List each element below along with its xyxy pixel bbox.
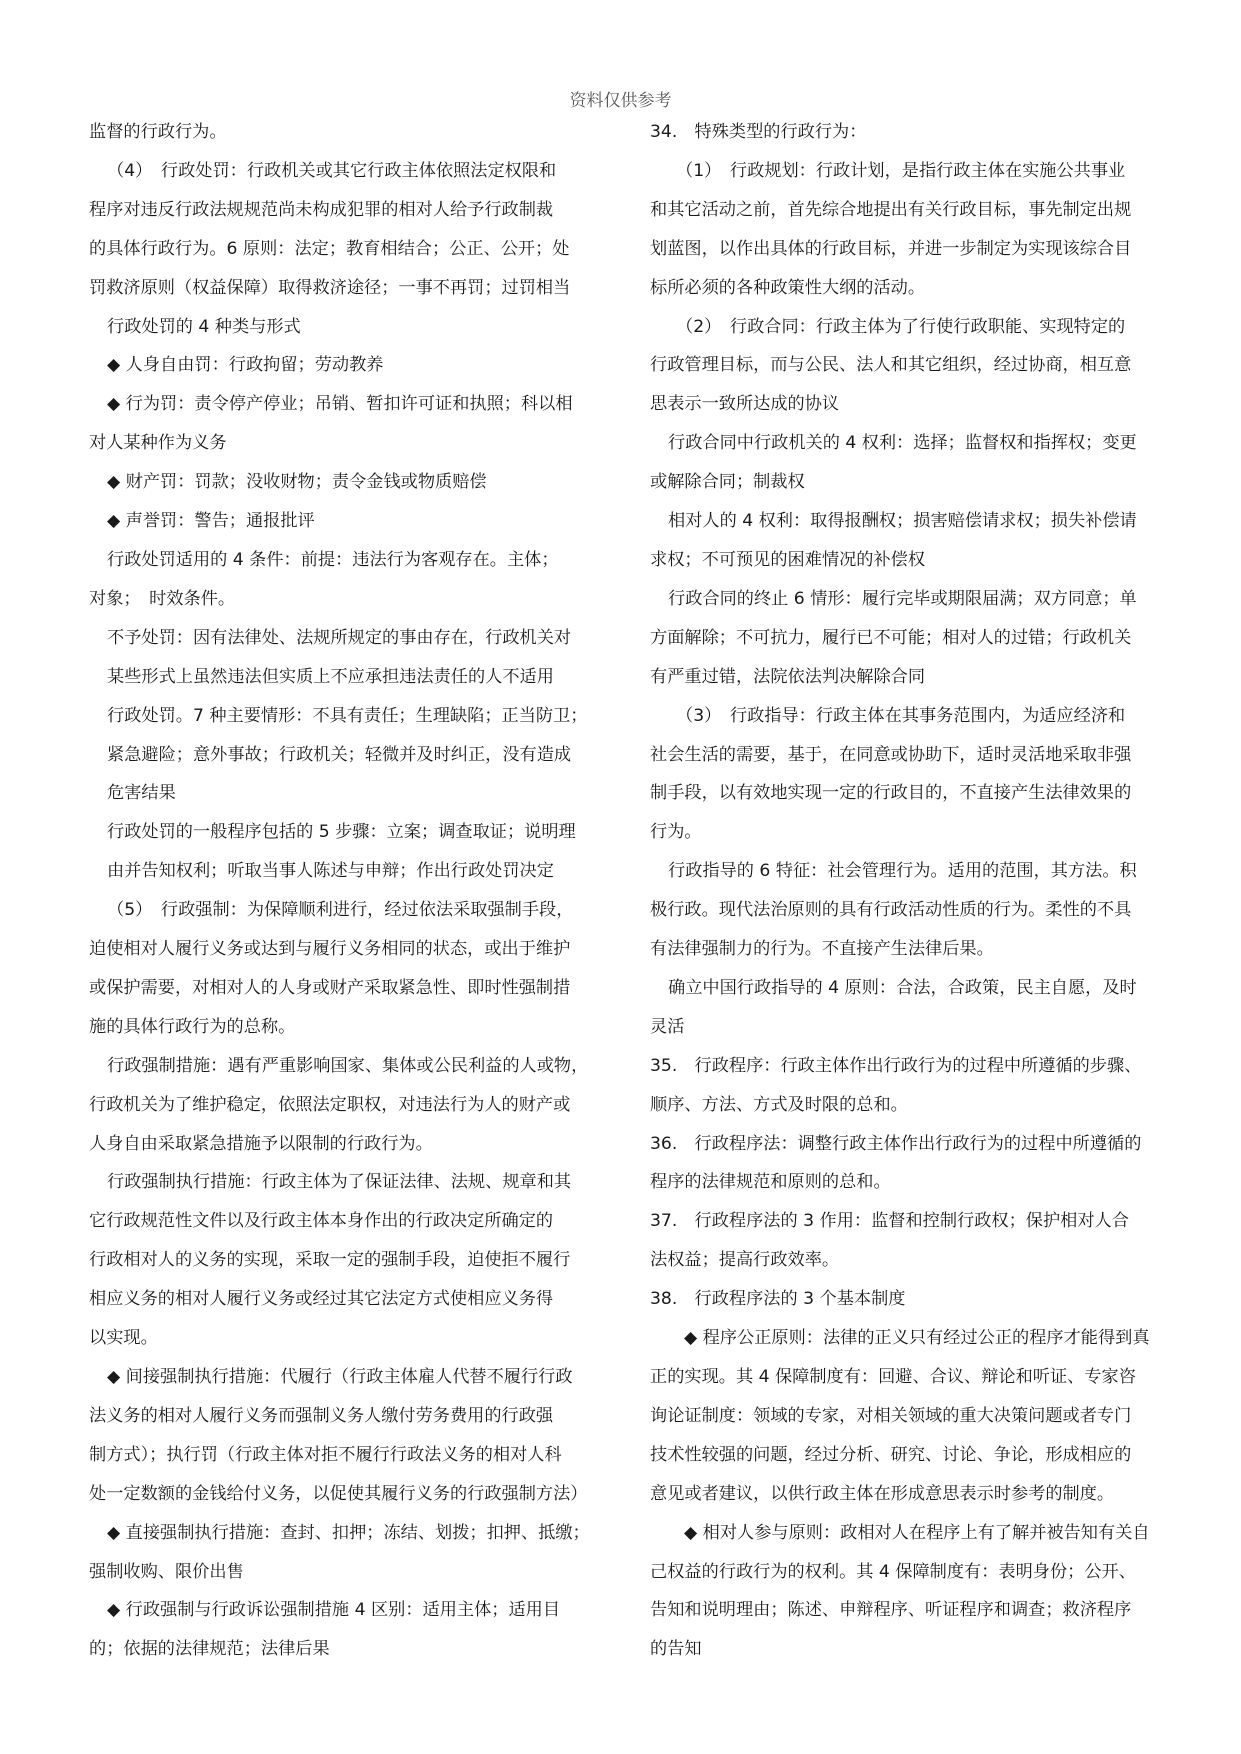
left-column <box>89 113 611 1669</box>
text-line: 技术性较强的问题，经过分析、研究、讨论、争论，形成相应的 <box>650 1444 1132 1465</box>
text-line: 思表示一致所达成的协议 <box>650 394 840 415</box>
text-line: 意见或者建议，以供行政主体在形成意思表示时参考的制度。 <box>650 1483 1115 1504</box>
text-line: 方面解除；不可抗力，履行已不可能；相对人的过错；行政机关 <box>650 627 1132 648</box>
text-line: 行政处罚。7 种主要情形：不具有责任；生理缺陷；正当防卫； <box>107 705 588 726</box>
text-line: 程序的法律规范和原则的总和。 <box>650 1172 891 1193</box>
text-line: 行政处罚适用的 4 条件：前提：违法行为客观存在。主体； <box>107 549 559 570</box>
text-line: 有严重过错，法院依法判决解除合同 <box>650 666 926 687</box>
text-line: 己权益的行政行为的权利。其 4 保障制度有：表明身份；公开、 <box>650 1561 1136 1582</box>
text-line: 罚救济原则（权益保障）取得救济途径；一事不再罚；过罚相当 <box>89 277 571 298</box>
text-line: 行为。 <box>650 822 702 843</box>
text-line: 相应义务的相对人履行义务或经过其它法定方式使相应义务得 <box>89 1289 554 1310</box>
text-line: 行政管理目标，而与公民、法人和其它组织，经过协商，相互意 <box>650 355 1132 376</box>
right-column <box>650 113 1180 1669</box>
text-line: 极行政。现代法治原则的具有行政活动性质的行为。柔性的不具 <box>650 900 1132 921</box>
text-line: ◆ 间接强制执行措施：代履行（行政主体雇人代替不履行行政 <box>107 1367 573 1387</box>
text-line: 危害结果 <box>107 783 176 804</box>
text-line: 的；依据的法律规范；法律后果 <box>89 1639 330 1660</box>
text-line: （3） 行政指导：行政主体在其事务范围内，为适应经济和 <box>676 705 1126 726</box>
text-line: 行政机关为了维护稳定，依照法定职权，对违法行为人的财产或 <box>89 1094 571 1115</box>
text-line: 对象； 时效条件。 <box>89 588 236 609</box>
text-line: 询论证制度：领域的专家，对相关领域的重大决策问题或者专门 <box>650 1405 1132 1426</box>
text-line: 行政处罚的 4 种类与形式 <box>107 316 301 337</box>
text-line: 34. 特殊类型的行政行为： <box>650 122 867 142</box>
text-line: 它行政规范性文件以及行政主体本身作出的行政决定所确定的 <box>89 1211 554 1232</box>
text-line: ◆ 行政强制与行政诉讼强制措施 4 区别：适用主体；适用目 <box>107 1600 561 1621</box>
text-line: 以实现。 <box>89 1328 158 1349</box>
text-line: 或保护需要，对相对人的人身或财产采取紧急性、即时性强制措 <box>89 977 571 998</box>
text-line: 由并告知权利；听取当事人陈述与申辩；作出行政处罚决定 <box>107 861 554 882</box>
text-line: 施的具体行政行为的总称。 <box>89 1016 296 1037</box>
page-header: 资料仅供参考 <box>569 91 672 111</box>
text-line: 行政相对人的义务的实现，采取一定的强制手段，迫使拒不履行 <box>89 1250 571 1271</box>
text-line: 的告知 <box>650 1639 702 1660</box>
text-line: 37. 行政程序法的 3 作用：监督和控制行政权；保护相对人合 <box>650 1211 1129 1232</box>
text-line: 对人某种作为义务 <box>89 433 227 454</box>
text-line: 制方式）；执行罚（行政主体对拒不履行行政法义务的相对人科 <box>89 1444 562 1465</box>
text-line: 灵活 <box>650 1016 685 1037</box>
text-line: 顺序、方法、方式及时限的总和。 <box>650 1094 908 1115</box>
text-line: （4） 行政处罚：行政机关或其它行政主体依照法定权限和 <box>107 160 557 181</box>
text-line: 行政处罚的一般程序包括的 5 步骤：立案；调查取证；说明理 <box>107 822 576 843</box>
text-line: 行政强制执行措施：行政主体为了保证法律、法规、规章和其 <box>107 1172 572 1193</box>
text-line: （1） 行政规划：行政计划，是指行政主体在实施公共事业 <box>676 160 1126 181</box>
text-line: 35. 行政程序：行政主体作出行政行为的过程中所遵循的步骤、 <box>650 1055 1142 1076</box>
text-line: （5） 行政强制：为保障顺利进行，经过依法采取强制手段， <box>107 900 574 921</box>
text-line: 处一定数额的金钱给付义务，以促使其履行义务的行政强制方法） <box>89 1483 588 1504</box>
text-line: 有法律强制力的行为。不直接产生法律后果。 <box>650 939 994 960</box>
text-line: 强制收购、限价出售 <box>89 1561 244 1582</box>
text-line: 行政指导的 6 特征：社会管理行为。适用的范围，其方法。积 <box>668 861 1137 882</box>
text-line: 和其它活动之前，首先综合地提出有关行政目标，事先制定出规 <box>650 199 1132 220</box>
text-line: 程序对违反行政法规规范尚未构成犯罪的相对人给予行政制裁 <box>89 199 554 220</box>
text-line: 正的实现。其 4 保障制度有：回避、合议、辩论和听证、专家咨 <box>650 1367 1136 1387</box>
text-line: 迫使相对人履行义务或达到与履行义务相同的状态，或出于维护 <box>89 939 571 960</box>
text-line: 求权；不可预见的困难情况的补偿权 <box>650 549 926 570</box>
text-line: 38. 行政程序法的 3 个基本制度 <box>650 1289 906 1310</box>
text-line: 行政合同中行政机关的 4 权利：选择；监督权和指挥权；变更 <box>668 433 1137 454</box>
text-line: ◆ 人身自由罚：行政拘留；劳动教养 <box>107 355 384 376</box>
text-line: ◆ 程序公正原则：法律的正义只有经过公正的程序才能得到真 <box>684 1328 1150 1349</box>
text-line: 行政强制措施：遇有严重影响国家、集体或公民利益的人或物， <box>107 1055 589 1076</box>
text-line: 或解除合同；制裁权 <box>650 472 805 493</box>
text-line: ◆ 行为罚：责令停产停业；吊销、暂扣许可证和执照；科以相 <box>107 394 573 415</box>
text-line: 确立中国行政指导的 4 原则：合法，合政策，民主自愿，及时 <box>668 977 1137 998</box>
text-line: 行政合同的终止 6 情形：履行完毕或期限届满；双方同意；单 <box>668 588 1137 609</box>
text-line: 社会生活的需要，基于，在同意或协助下，适时灵活地采取非强 <box>650 744 1132 765</box>
text-line: 法义务的相对人履行义务而强制义务人缴付劳务费用的行政强 <box>89 1405 554 1426</box>
text-line: 紧急避险；意外事故；行政机关；轻微并及时纠正，没有造成 <box>107 744 572 765</box>
text-line: 某些形式上虽然违法但实质上不应承担违法责任的人不适用 <box>107 666 554 687</box>
text-line: 人身自由采取紧急措施予以限制的行政行为。 <box>89 1133 433 1154</box>
text-line: 36. 行政程序法：调整行政主体作出行政行为的过程中所遵循的 <box>650 1133 1142 1154</box>
text-line: （2） 行政合同：行政主体为了行使行政职能、实现特定的 <box>676 316 1126 337</box>
text-line: 告知和说明理由；陈述、申辩程序、听证程序和调查；救济程序 <box>650 1600 1132 1621</box>
text-line: ◆ 声誉罚：警告；通报批评 <box>107 511 315 532</box>
text-line: 相对人的 4 权利：取得报酬权；损害赔偿请求权；损失补偿请 <box>668 511 1137 532</box>
text-line: ◆ 相对人参与原则：政相对人在程序上有了解并被告知有关自 <box>684 1522 1150 1543</box>
text-line: 划蓝图，以作出具体的行政目标，并进一步制定为实现该综合目 <box>650 238 1132 259</box>
text-line: 的具体行政行为。6 原则：法定；教育相结合；公正、公开；处 <box>89 238 570 259</box>
text-line: 制手段，以有效地实现一定的行政目的，不直接产生法律效果的 <box>650 783 1132 804</box>
text-line: ◆ 财产罚：罚款；没收财物；责令金钱或物质赔偿 <box>107 472 487 493</box>
text-line: 监督的行政行为。 <box>89 122 227 142</box>
text-line: 不予处罚：因有法律处、法规所规定的事由存在，行政机关对 <box>107 627 572 648</box>
text-line: ◆ 直接强制执行措施：查封、扣押；冻结、划拨；扣押、抵缴； <box>107 1522 590 1543</box>
text-line: 法权益；提高行政效率。 <box>650 1250 840 1271</box>
text-line: 标所必须的各种政策性大纲的活动。 <box>650 277 926 298</box>
